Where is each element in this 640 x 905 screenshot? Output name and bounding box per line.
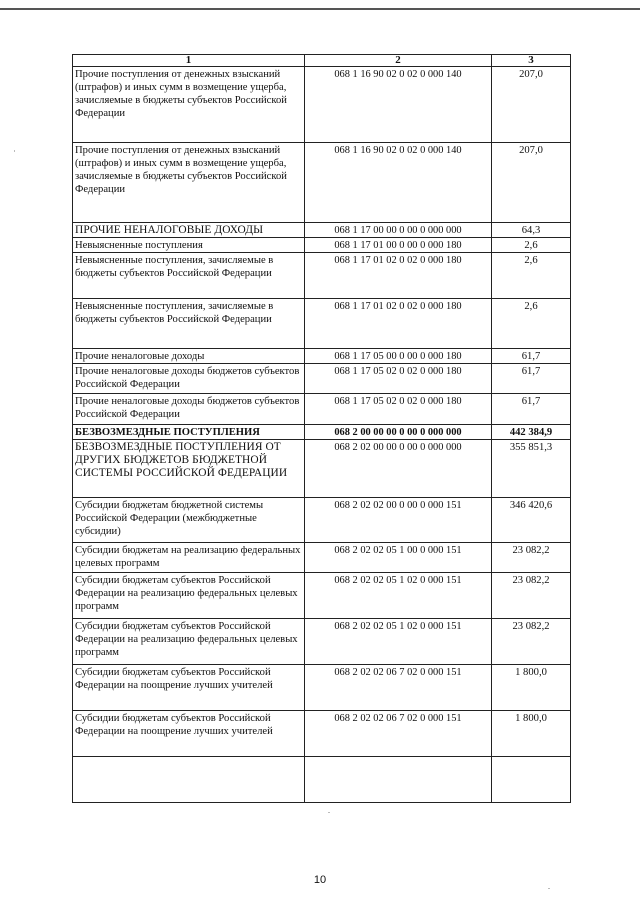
table-row <box>73 425 571 440</box>
row-amount-cell: 207,0 <box>492 143 571 223</box>
row-code-cell: 068 2 02 02 05 1 00 0 000 151 <box>305 543 492 573</box>
row-code-cell: 068 1 17 05 02 0 02 0 000 180 <box>305 394 492 425</box>
row-code-cell: 068 1 17 05 02 0 02 0 000 180 <box>305 364 492 394</box>
row-name-cell: Прочие неналоговые доходы бюджетов субъектов Российской Федерации <box>73 394 305 425</box>
table-row <box>73 349 571 364</box>
table-row <box>73 223 571 238</box>
row-name-cell: Субсидии бюджетам на реализацию федеральных целевых программ <box>73 543 305 573</box>
row-code-cell: 068 2 00 00 00 0 00 0 000 000 <box>305 425 492 440</box>
row-code-cell: 068 2 02 02 06 7 02 0 000 151 <box>305 711 492 757</box>
scan-speck <box>328 812 330 813</box>
row-name-cell: Невыясненные поступления, зачисляемые в бюджеты субъектов Российской Федерации <box>73 253 305 299</box>
table-row <box>73 619 571 665</box>
table-row <box>73 711 571 757</box>
table-row <box>73 299 571 349</box>
column-header-3: 3 <box>492 55 571 67</box>
row-name-cell: Прочие поступления от денежных взысканий (штрафов) и иных сумм в возмещение ущерба, зачисляемые в бюджеты субъектов Российской Федерации <box>73 143 305 223</box>
row-name-cell: БЕЗВОЗМЕЗДНЫЕ ПОСТУПЛЕНИЯ ОТ ДРУГИХ БЮДЖЕТОВ БЮДЖЕТНОЙ СИСТЕМЫ РОССИЙСКОЙ ФЕДЕРАЦИИ <box>73 440 305 498</box>
row-code-cell: 068 1 16 90 02 0 02 0 000 140 <box>305 143 492 223</box>
row-amount-cell: 1 800,0 <box>492 665 571 711</box>
row-amount-cell: 64,3 <box>492 223 571 238</box>
table-row <box>73 238 571 253</box>
table-row <box>73 364 571 394</box>
row-name-cell: Прочие поступления от денежных взысканий (штрафов) и иных сумм в возмещение ущерба, зачисляемые в бюджеты субъектов Российской Федерации <box>73 67 305 143</box>
row-name-cell: ПРОЧИЕ НЕНАЛОГОВЫЕ ДОХОДЫ <box>73 223 305 238</box>
row-name-cell: Прочие неналоговые доходы <box>73 349 305 364</box>
row-code-cell: 068 2 02 02 00 0 00 0 000 151 <box>305 498 492 543</box>
table-header-row <box>73 55 571 67</box>
row-amount-cell: 207,0 <box>492 67 571 143</box>
row-code-cell: 068 2 02 02 05 1 02 0 000 151 <box>305 573 492 619</box>
row-name-cell: Субсидии бюджетам субъектов Российской Федерации на поощрение лучших учителей <box>73 711 305 757</box>
row-code-cell: 068 1 17 00 00 0 00 0 000 000 <box>305 223 492 238</box>
table-row <box>73 253 571 299</box>
row-amount-cell: 2,6 <box>492 299 571 349</box>
table-row <box>73 440 571 498</box>
row-code-cell: 068 2 02 02 05 1 02 0 000 151 <box>305 619 492 665</box>
row-amount-cell: 23 082,2 <box>492 619 571 665</box>
page-number: 10 <box>313 874 327 886</box>
row-name-cell: БЕЗВОЗМЕЗДНЫЕ ПОСТУПЛЕНИЯ <box>73 425 305 440</box>
row-amount-cell: 23 082,2 <box>492 543 571 573</box>
row-amount-cell: 2,6 <box>492 253 571 299</box>
row-name-cell: Субсидии бюджетам бюджетной системы Российской Федерации (межбюджетные субсидии) <box>73 498 305 543</box>
row-name-cell: Прочие неналоговые доходы бюджетов субъектов Российской Федерации <box>73 364 305 394</box>
scan-speck <box>14 150 15 152</box>
row-amount-cell: 1 800,0 <box>492 711 571 757</box>
row-amount-cell: 61,7 <box>492 349 571 364</box>
row-amount-cell: 61,7 <box>492 394 571 425</box>
row-amount-cell: 442 384,9 <box>492 425 571 440</box>
scan-speck <box>548 888 550 889</box>
row-amount-cell: 23 082,2 <box>492 573 571 619</box>
table-row <box>73 573 571 619</box>
scan-top-border <box>0 8 640 10</box>
row-code-cell: 068 1 17 01 02 0 02 0 000 180 <box>305 299 492 349</box>
row-name-cell: Невыясненные поступления <box>73 238 305 253</box>
column-header-2: 2 <box>305 55 492 67</box>
row-code-cell: 068 2 02 02 06 7 02 0 000 151 <box>305 665 492 711</box>
row-name-cell <box>73 757 305 803</box>
row-code-cell: 068 1 17 01 00 0 00 0 000 180 <box>305 238 492 253</box>
table-row <box>73 67 571 143</box>
row-code-cell: 068 1 17 01 02 0 02 0 000 180 <box>305 253 492 299</box>
row-amount-cell: 61,7 <box>492 364 571 394</box>
table-row <box>73 498 571 543</box>
row-name-cell: Невыясненные поступления, зачисляемые в бюджеты субъектов Российской Федерации <box>73 299 305 349</box>
table-row <box>73 543 571 573</box>
row-amount-cell: 2,6 <box>492 238 571 253</box>
row-name-cell: Субсидии бюджетам субъектов Российской Федерации на реализацию федеральных целевых программ <box>73 619 305 665</box>
budget-revenue-table <box>72 54 571 803</box>
table-row <box>73 394 571 425</box>
row-name-cell: Субсидии бюджетам субъектов Российской Федерации на реализацию федеральных целевых программ <box>73 573 305 619</box>
row-code-cell: 068 2 02 00 00 0 00 0 000 000 <box>305 440 492 498</box>
table-row <box>73 665 571 711</box>
row-code-cell: 068 1 16 90 02 0 02 0 000 140 <box>305 67 492 143</box>
row-code-cell: 068 1 17 05 00 0 00 0 000 180 <box>305 349 492 364</box>
table-row <box>73 757 571 803</box>
row-amount-cell: 355 851,3 <box>492 440 571 498</box>
row-code-cell <box>305 757 492 803</box>
row-amount-cell <box>492 757 571 803</box>
table-row <box>73 143 571 223</box>
row-name-cell: Субсидии бюджетам субъектов Российской Федерации на поощрение лучших учителей <box>73 665 305 711</box>
column-header-1: 1 <box>73 55 305 67</box>
row-amount-cell: 346 420,6 <box>492 498 571 543</box>
